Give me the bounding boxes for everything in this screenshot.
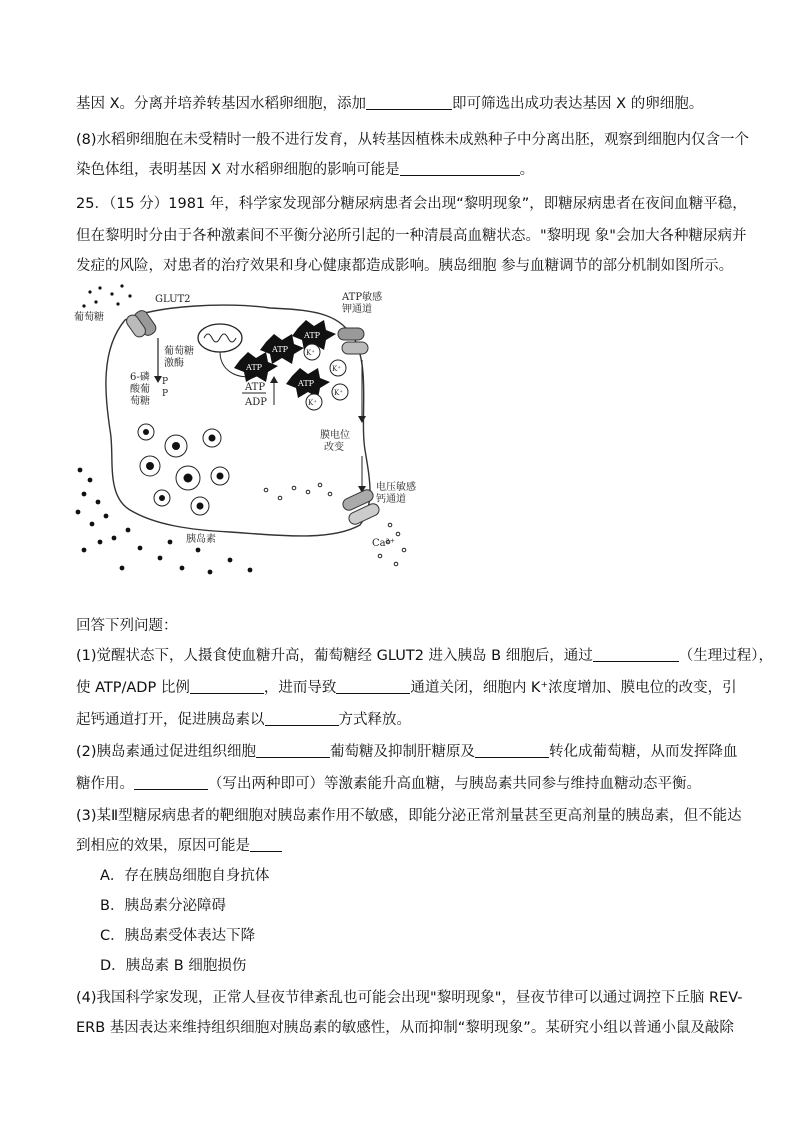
answer-blank[interactable]: [593, 646, 679, 662]
q25-part4-line1: (4)我国科学家发现，正常人昼夜节律紊乱也可能会出现"黎明现象"，昼夜节律可以通过调控下丘脑 REV-: [76, 990, 743, 1006]
glucose-molecules: [82, 284, 131, 307]
q25-part3-line2: 到相应的效果，原因可能是: [76, 836, 282, 856]
k-label: K⁺: [306, 349, 315, 357]
q25-intro-2: 但在黎明时分由于各种激素间不平衡分泌所引起的一种清晨高血糖状态。"黎明现 象"会加大各种糖尿病并: [76, 228, 747, 244]
option-a[interactable]: A．存在胰岛细胞自身抗体: [100, 868, 270, 884]
q25-intro-1: 25．（15 分）1981 年，科学家发现部分糖尿病患者会出现“黎明现象”，即糖尿病患者在夜间血糖平稳，: [76, 196, 747, 212]
q25-part3-line1: (3)某Ⅱ型糖尿病患者的靶细胞对胰岛素作用不敏感，即能分泌正常剂量甚至更高剂量的胰岛素，但不能达: [76, 808, 742, 824]
membrane-potential-label-2: 改变: [324, 442, 344, 453]
answer-blank[interactable]: [366, 94, 452, 110]
answer-blank[interactable]: [256, 742, 330, 758]
glut2-label: GLUT2: [155, 294, 191, 305]
atp-channel-label-2: 钾通道: [342, 304, 372, 315]
membrane-potential-label-1: 膜电位: [320, 430, 350, 441]
atp-label: ATP: [246, 363, 263, 372]
answer-blank[interactable]: [134, 774, 208, 790]
g6p-label-1: 6-磷: [130, 372, 150, 383]
q25-part1-line2: 使 ATP/ADP 比例 ，进而导致 通道关闭，细胞内 K⁺浓度增加、膜电位的改变，引: [76, 680, 737, 696]
atp-label: ATP: [304, 331, 321, 340]
phosphate-label: P: [162, 377, 169, 387]
answer-blank[interactable]: [265, 710, 339, 726]
ca-channel-label-2: 钙通道: [376, 494, 406, 505]
phosphate-label: P: [162, 389, 169, 399]
glucokinase-label-2: 激酶: [164, 358, 184, 369]
answer-blank[interactable]: [190, 678, 264, 694]
q25-part2-line2: 糖作用。 （写出两种即可）等激素能升高血糖，与胰岛素共同参与维持血糖动态平衡。: [76, 776, 701, 792]
atp-text: ATP: [245, 382, 266, 393]
answer-blank[interactable]: [336, 678, 410, 694]
ca-channel-label-1: 电压敏感: [376, 482, 416, 493]
q25-intro-3: 发症的风险，对患者的治疗效果和身心健康都造成影响。胰岛细胞 参与血糖调节的部分机制如图所示。: [76, 258, 734, 274]
answer-blank[interactable]: [250, 836, 282, 852]
ca-label: Ca²⁺: [372, 538, 395, 549]
q24-line-2: (8)水稻卵细胞在未受精时一般不进行发育，从转基因植株未成熟种子中分离出胚，观察到细胞内仅含一个: [76, 132, 750, 148]
q24-line-1: 基因 X。分离并培养转基因水稻卵细胞，添加 即可筛选出成功表达基因 X 的卵细胞。: [76, 96, 704, 112]
option-b[interactable]: B．胰岛素分泌障碍: [100, 898, 226, 914]
glucose-label: 葡萄糖: [74, 312, 104, 323]
q25-part4-line2: ERB 基因表达来维持组织细胞对胰岛素的敏感性，从而抑制“黎明现象”。某研究小组以普通小鼠及敲除: [76, 1020, 734, 1036]
option-d[interactable]: D．胰岛素 B 细胞损伤: [100, 958, 247, 974]
glucokinase-label-1: 葡萄糖: [164, 346, 194, 357]
answer-blank[interactable]: [400, 160, 520, 176]
q24-line-3: 染色体组，表明基因 X 对水稻卵细胞的影响可能是 。: [76, 162, 535, 178]
k-label: K⁺: [332, 365, 341, 373]
g6p-label-2: 酸葡: [130, 384, 150, 395]
g6p-label-3: 萄糖: [130, 396, 150, 407]
q25-part2-line1: (2)胰岛素通过促进组织细胞 葡萄糖及抑制肝糖原及 转化成葡萄糖，从而发挥降血: [76, 744, 738, 760]
insulin-label: 胰岛素: [186, 534, 216, 545]
q25-part1-line3: 起钙通道打开，促进胰岛素以 方式释放。: [76, 712, 411, 728]
adp-text: ADP: [245, 397, 267, 408]
atp-sensitive-k-channel: [338, 328, 364, 340]
atp-label: ATP: [272, 345, 289, 354]
answer-prompt: 回答下列问题：: [76, 618, 178, 634]
answer-blank[interactable]: [475, 742, 549, 758]
k-label: K⁺: [334, 389, 343, 397]
atp-label: ATP: [298, 379, 315, 388]
option-c[interactable]: C．胰岛素受体表达下降: [100, 928, 256, 944]
atp-channel-label-1: ATP敏感: [342, 292, 383, 303]
pancreatic-b-cell-diagram: [70, 280, 460, 580]
k-label: K⁺: [308, 399, 317, 407]
q25-part1-line1: (1)觉醒状态下，人摄食使血糖升高，葡萄糖经 GLUT2 进入胰岛 B 细胞后，通过 （生理过程），: [76, 648, 773, 664]
